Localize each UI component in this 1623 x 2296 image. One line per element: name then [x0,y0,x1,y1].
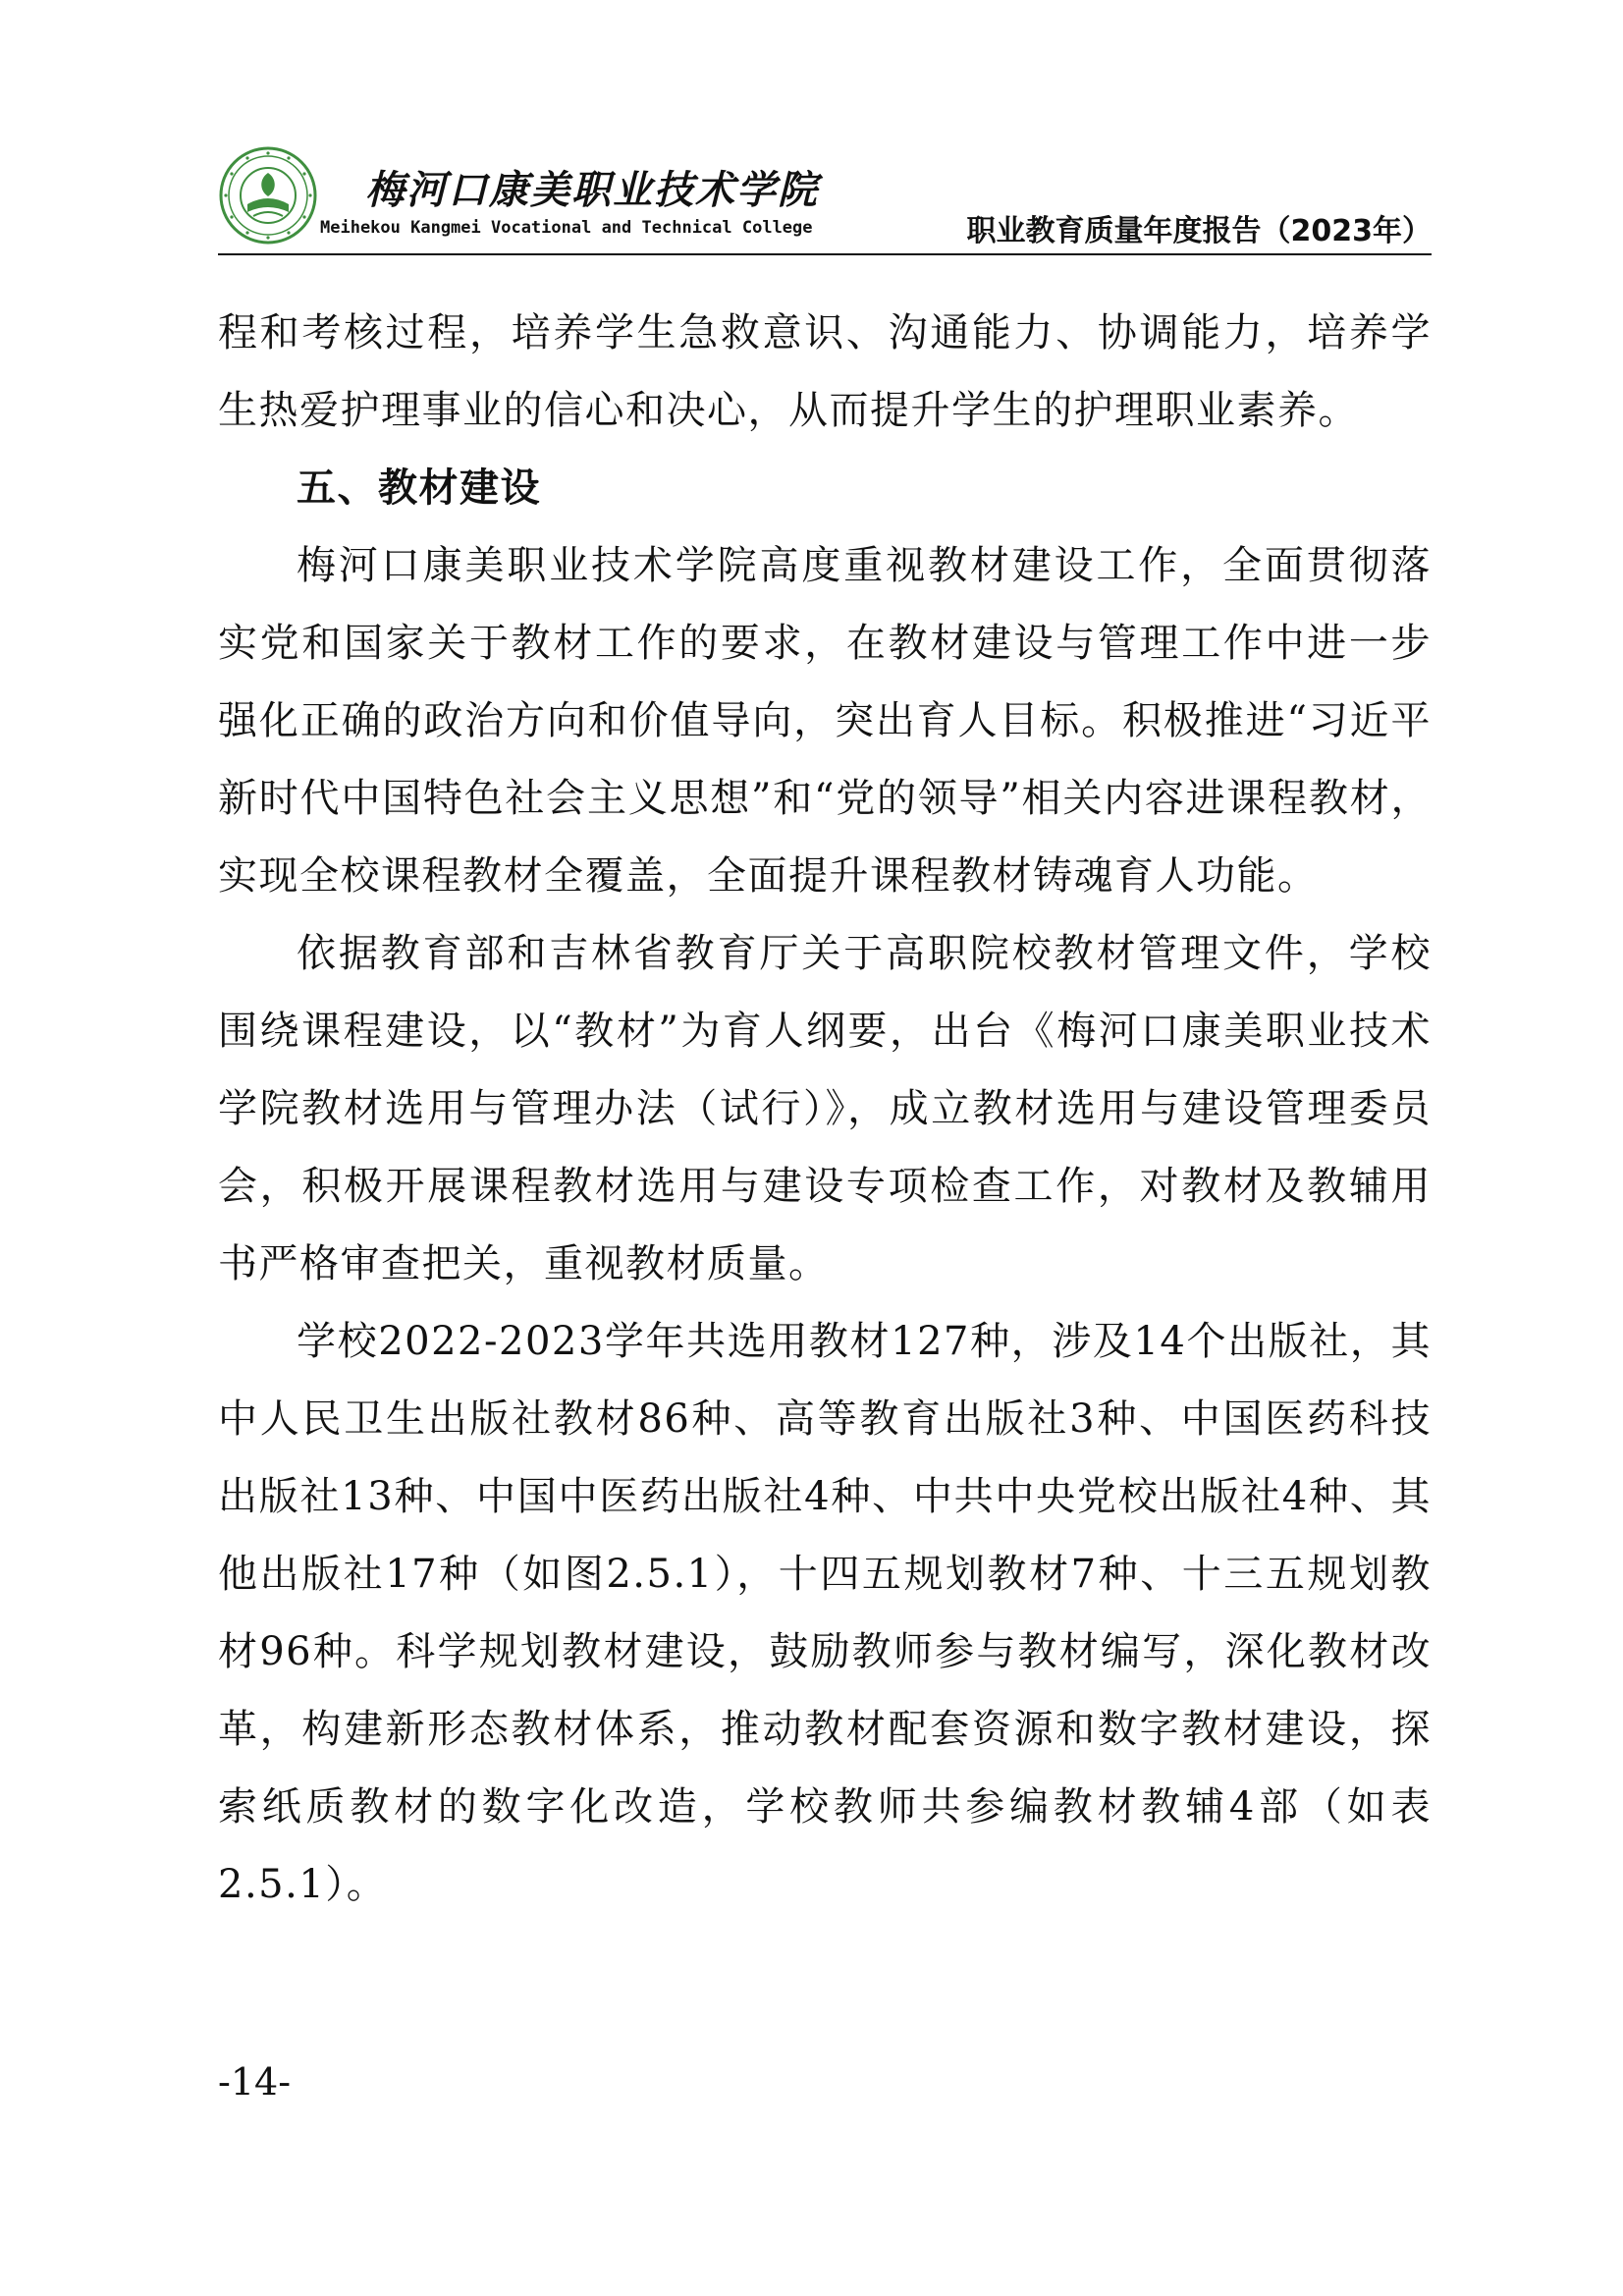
section-heading: 五、教材建设 [297,465,541,511]
document-body [218,295,1432,1924]
page-header [218,145,1432,255]
page-number: -14- [218,2060,292,2104]
body-paragraph: 依据教育部和吉林省教育厅关于高职院校教材管理文件，学校围绕课程建设，以“教材”为育人纲要，出台《梅河口康美职业技术学院教材选用与管理办法（试行）》，成立教材选用与建设管理委员会，积极开展课程教材选用与建设专项检查工作，对教材及教辅用书严格审查把关，重视教材质量。 [218,931,1432,1286]
report-title: 职业教育质量年度报告（2023年） [966,214,1432,248]
college-name-cn: 梅河口康美职业技术学院 [365,167,819,213]
body-paragraph: 学校2022-2023学年共选用教材127种，涉及14个出版社，其中人民卫生出版社教材86种、高等教育出版社3种、中国医药科技出版社13种、中国中医药出版社4种、中共中央党校出版社4种、其他出版社17种（如图2.5.1），十四五规划教材7种、十三五规划教材96种。科学规划教材建设，鼓励教师参与教材编写，深化教材改革，构建新形态教材体系，推动教材配套资源和数字教材建设，探索纸质教材的数字化改造，学校教师共参编教材教辅4部（如表2.5.1）。 [218,1319,1432,1907]
body-paragraph: 梅河口康美职业技术学院高度重视教材建设工作，全面贯彻落实党和国家关于教材工作的要求，在教材建设与管理工作中进一步强化正确的政治方向和价值导向，突出育人目标。积极推进“习近平新时代中国特色社会主义思想”和“党的领导”相关内容进课程教材，实现全校课程教材全覆盖，全面提升课程教材铸魂育人功能。 [218,543,1432,899]
college-name-en: Meihekou Kangmei Vocational and Technical College [320,218,813,238]
continuation-paragraph: 程和考核过程，培养学生急救意识、沟通能力、协调能力，培养学生热爱护理事业的信心和决心，从而提升学生的护理职业素养。 [218,310,1432,433]
college-seal-icon [218,145,318,246]
